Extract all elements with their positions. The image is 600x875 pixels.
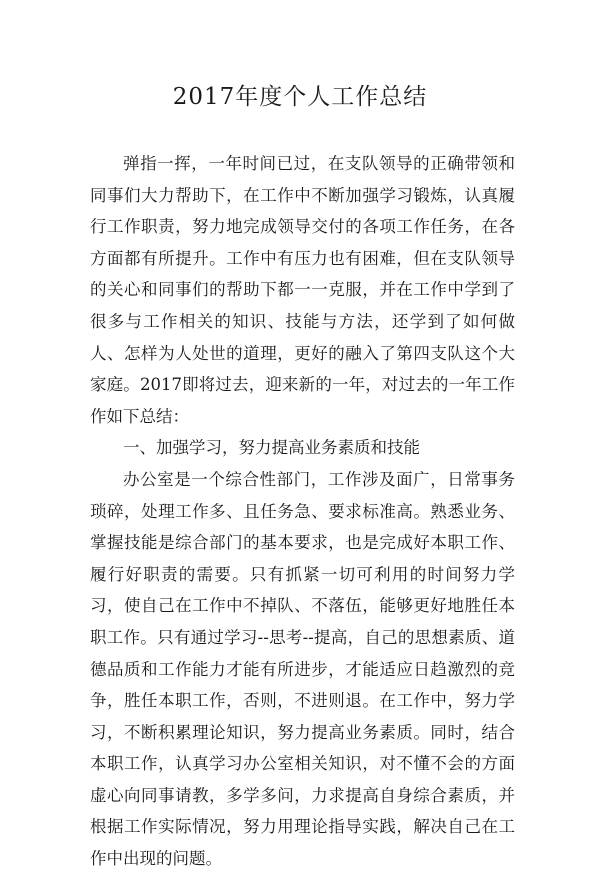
section-heading-1: 一、加强学习，努力提高业务素质和技能 [123, 438, 420, 458]
document-title: 2017年度个人工作总结 [172, 84, 428, 110]
document-body [90, 148, 515, 875]
paragraph-section-1: 办公室是一个综合性部门，工作涉及面广，日常事务琐碎，处理工作多、且任务急、要求标准高。熟悉业务、掌握技能是综合部门的基本要求，也是完成好本职工作、履行好职责的需要。只有抓紧一切可利用的时间努力学习，使自己在工作中不掉队、不落伍，能够更好地胜任本职工作。只有通过学习--思考--提高，自己的思想素质、道德品质和工作能力才能有所进步，才能适应日趋激烈的竞争，胜任本职工作，否则，不进则退。在工作中，努力学习，不断积累理论知识，努力提高业务素质。同时，结合本职工作，认真学习办公室相关知识，对不懂不会的方面虚心向同事请教，多学多问，力求提高自身综合素质，并根据工作实际情况，努力用理论指导实践，解决自己在工作中出现的问题。 [90, 469, 515, 869]
paragraph-intro: 弹指一挥，一年时间已过，在支队领导的正确带领和同事们大力帮助下，在工作中不断加强学习锻炼，认真履行工作职责，努力地完成领导交付的各项工作任务，在各方面都有所提升。工作中有压力也有困难，但在支队领导的关心和同事们的帮助下都一一克服，并在工作中学到了很多与工作相关的知识、技能与方法，还学到了如何做人、怎样为人处世的道理，更好的融入了第四支队这个大家庭。2017即将过去，迎来新的一年，对过去的一年工作作如下总结： [90, 154, 515, 426]
